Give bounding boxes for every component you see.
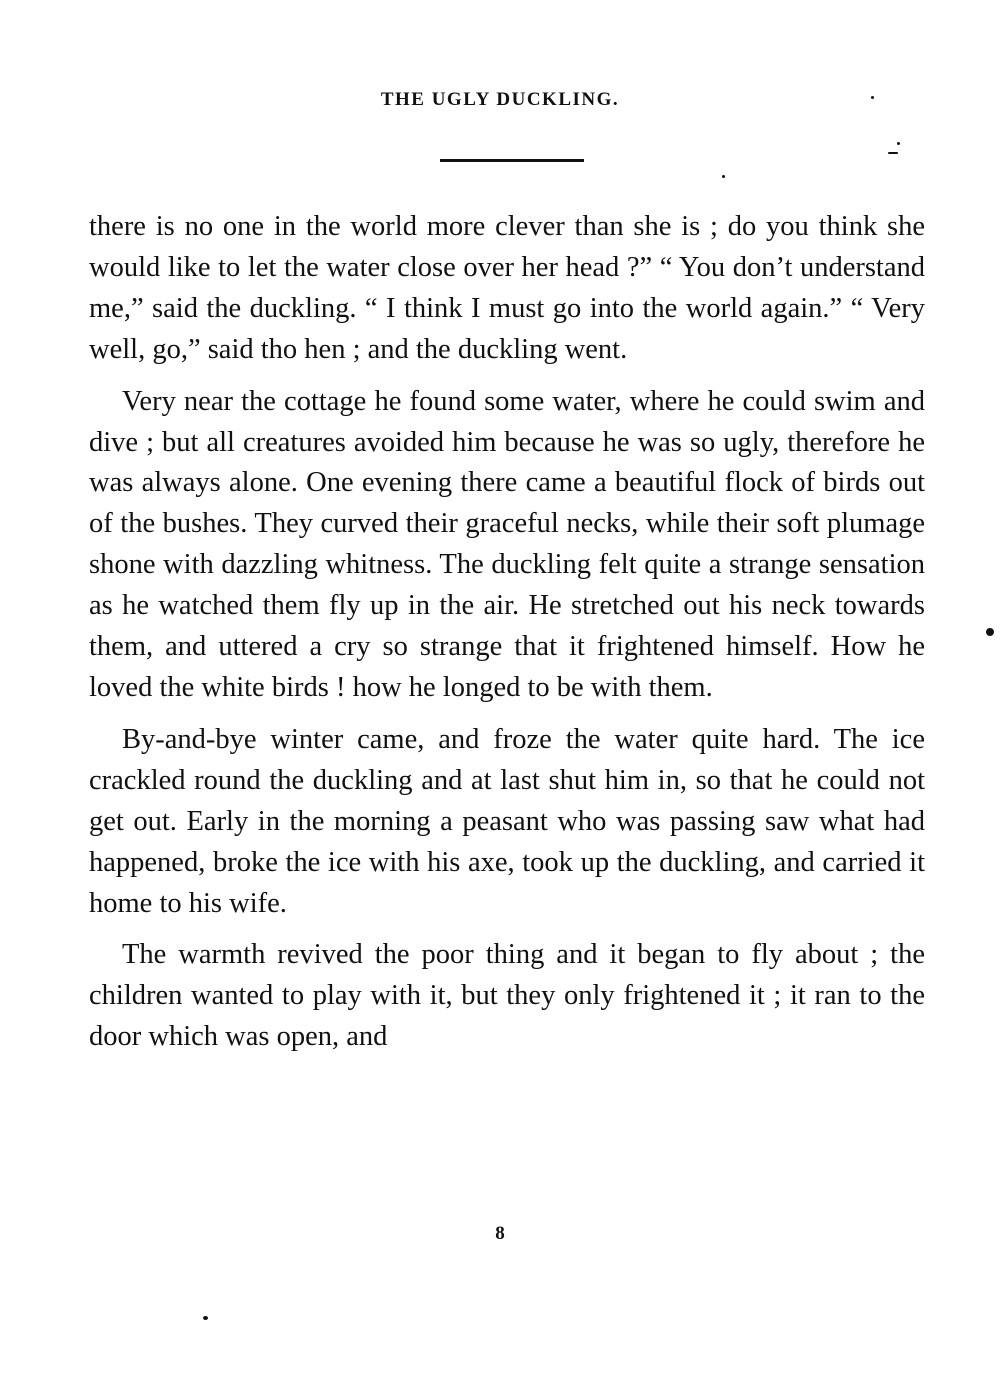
scan-speck bbox=[203, 1316, 208, 1320]
paragraph-continued: there is no one in the world more clever than she is ; do you think she would like to let the water close over her head ?” “ You don’t understand me,” said the duckling. “ I think I must go into the world again.” “ Very well, go,” said tho hen ; and the duckling went. bbox=[89, 211, 925, 365]
scan-speck bbox=[888, 152, 898, 154]
paragraph: By-and-bye winter came, and froze the water quite hard. The ice crackled round the duckling and at last shut him in, so that he could not get out. Early in the morning a peasant who was passing saw what had happened, broke the ice with his axe, took up the duckling, and carried it home to his wife. bbox=[89, 723, 925, 919]
page-body bbox=[89, 207, 925, 1069]
paragraph: The warmth revived the poor thing and it began to fly about ; the children wanted to play with it, but they only frightened it ; it ran to the door which was open, and bbox=[89, 939, 925, 1053]
header-rule bbox=[440, 159, 584, 162]
page-number: 8 bbox=[495, 1223, 505, 1244]
scan-speck bbox=[897, 142, 900, 145]
scan-speck bbox=[722, 175, 725, 178]
paragraph: Very near the cottage he found some water, where he could swim and dive ; but all creatures avoided him because he was so ugly, therefore he was always alone. One evening there came a beautiful flock of birds out of the bushes. They curved their graceful necks, while their soft plumage shone with dazzling whitness. The duckling felt quite a strange sensation as he watched them fly up in the air. He stretched out his neck towards them, and uttered a cry so strange that it frightened himself. How he loved the white birds ! how he longed to be with them. bbox=[89, 385, 925, 703]
scan-speck bbox=[871, 96, 874, 99]
scan-speck bbox=[986, 628, 994, 636]
running-title: THE UGLY DUCKLING. bbox=[380, 89, 620, 110]
